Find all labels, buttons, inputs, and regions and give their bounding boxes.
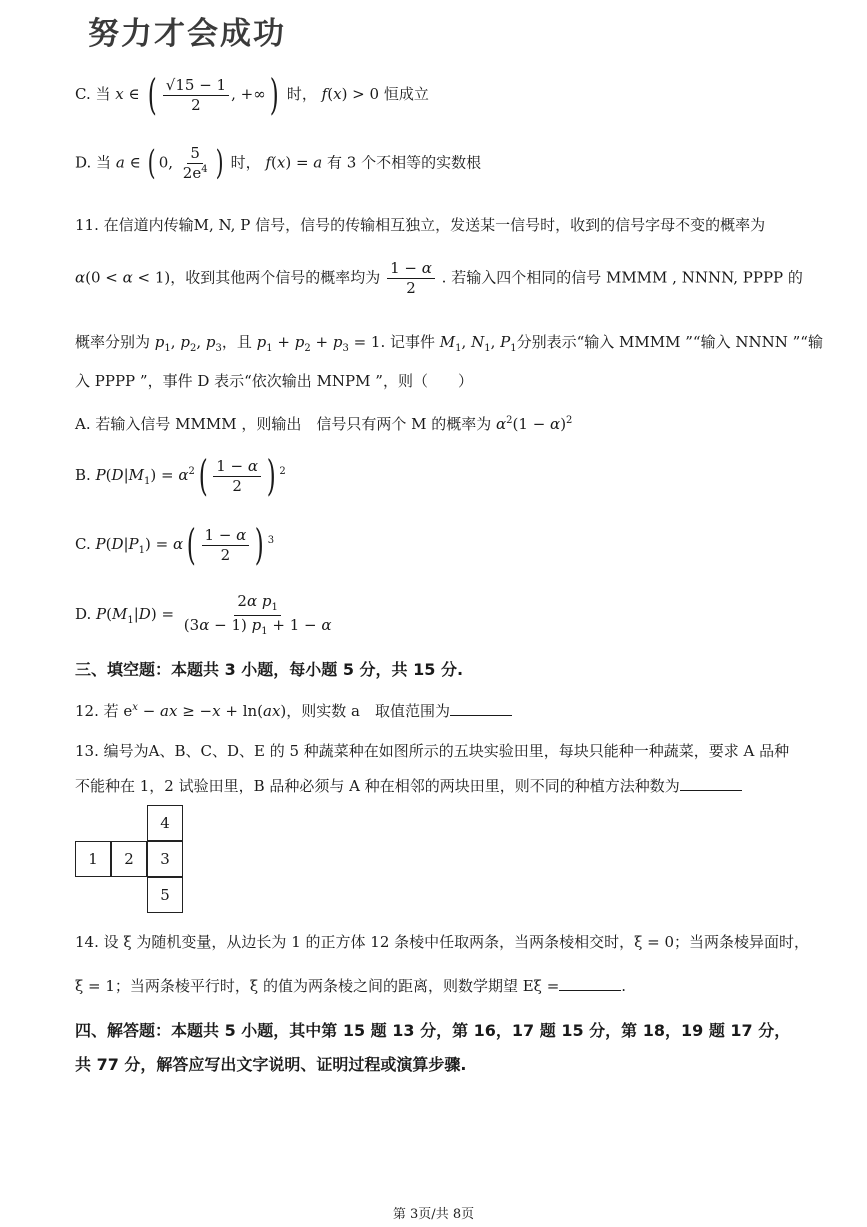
field-cell-5: 5: [147, 877, 183, 913]
q11-stem-line3: 概率分别为 $p_1$, $p_2$, $p_3$，且 $p_1 + p_2 + p_3 = 1$. 记事件 $M_1$, $N_1$, $P_1$分别表示“输入 MMMM ”“输入 NNNN ”“输: [75, 333, 823, 354]
option-label: C.: [75, 85, 91, 103]
q11-option-b: B. $P(D|M_1) = \alpha^2$( $\frac{1 - \alpha}{2}$ ) $^2$: [75, 451, 286, 500]
q10-option-d: D. 当 a ∈ ( 0, $\frac{5}{2e^4}$ ) 时， f(x) = a 有 3 个不相等的实数根: [75, 143, 482, 184]
section-4-line1: 四、解答题：本题共 5 小题，其中第 15 题 13 分，第 16，17 题 15 分，第 18，19 题 17 分，: [75, 1021, 791, 1040]
field-cell-4: 4: [147, 805, 183, 841]
q10-option-c: C. 当 x ∈ ( $\frac{√15 - 1}{2}$ , +∞) 时， f(x) > 0 恒成立: [75, 70, 429, 119]
q11-stem-line2: α(0 < α < 1)，收到其他两个信号的概率均为 $\frac{1 - \alpha}{2}$ . 若输入四个相同的信号 MMMM , NNNN, PPPP 的: [75, 259, 803, 297]
watermark-title: 努力才会成功: [88, 16, 286, 52]
field-cell-2: 2: [111, 841, 147, 877]
page-footer: 第 3页/共 8页: [392, 1207, 475, 1222]
field-cell-1: 1: [75, 841, 111, 877]
field-grid-diagram: [75, 805, 185, 913]
section-3-title: 三、填空题：本题共 3 小题，每小题 5 分，共 15 分.: [75, 660, 464, 679]
section-4-line2: 共 77 分，解答应写出文字说明、证明过程或演算步骤.: [75, 1055, 467, 1074]
q11-option-d: D. $P(M_1|D)$ = $\frac{2\alpha p_1}{(3\alpha - 1) p_1 + 1 - \alpha}$: [75, 592, 332, 637]
q13-line2: 不能种在 1，2 试验田里，B 品种必须与 A 种在相邻的两块田里，则不同的种植方法种数为: [75, 775, 742, 796]
q14-line2: ξ = 1；当两条棱平行时，ξ 的值为两条棱之间的距离，则数学期望 Eξ = .: [75, 977, 627, 995]
q11-stem-line4: 入 PPPP ”，事件 D 表示“依次输出 MNPM ”，则（ ）: [75, 372, 473, 390]
text: 时，: [286, 85, 317, 103]
field-cell-3: 3: [147, 841, 183, 877]
option-label: D.: [75, 153, 92, 172]
text: 当: [96, 153, 112, 172]
q13-line1: 13. 编号为A、B、C、D、E 的 5 种蔬菜种在如图所示的五块实验田里，每块只能种一种蔬菜，要求 A 品种: [75, 742, 790, 760]
text: 当: [95, 85, 111, 103]
answer-blank: [559, 978, 621, 991]
q11-stem-line1: 11. 在信道内传输M, N, P 信号，信号的传输相互独立，发送某一信号时，收到的信号字母不变的概率为: [75, 216, 766, 234]
text: 时，: [230, 153, 261, 172]
text: 有 3 个不相等的实数根: [327, 153, 482, 172]
q12: 12. 若 $e^x$ − ax ≥ −x + ln(ax)，则实数 a 取值范围为: [75, 700, 512, 721]
q11-option-a: A. 若输入信号 MMMM ，则输出 信号只有两个 M 的概率为 $\alpha^2(1 - \alpha)^2$: [75, 415, 573, 433]
q14-line1: 14. 设 ξ 为随机变量，从边长为 1 的正方体 12 条棱中任取两条，当两条棱相交时，ξ = 0；当两条棱异面时，: [75, 933, 810, 951]
q11-option-c: C. $P(D|P_1) = \alpha$( $\frac{1 - \alpha}{2}$ ) $^3$: [75, 520, 275, 569]
answer-blank: [680, 778, 742, 791]
text: 恒成立: [383, 85, 429, 103]
answer-blank: [450, 703, 512, 716]
